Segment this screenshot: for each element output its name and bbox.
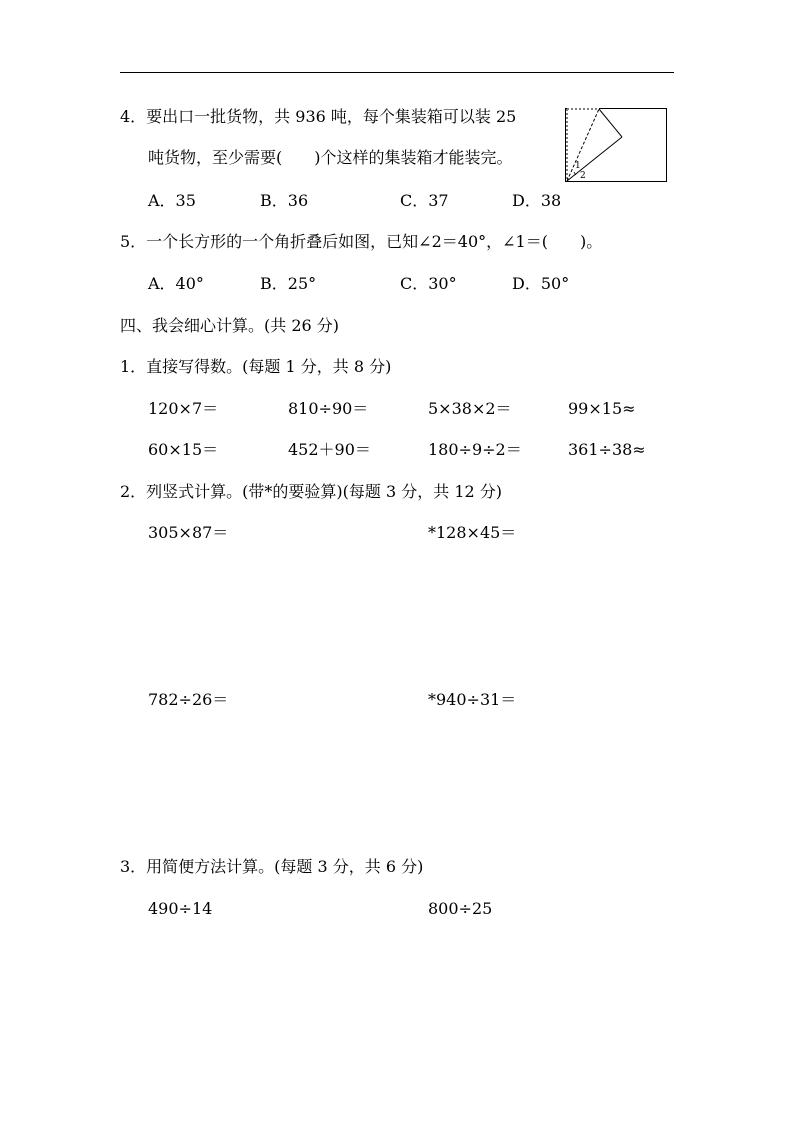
simplified-calc-item: 800÷25 xyxy=(428,899,493,918)
oral-calc-item: 180÷9÷2＝ xyxy=(428,440,522,459)
section4-title: 四、我会细心计算。(共 26 分) xyxy=(120,316,340,335)
oral-calc-item: 60×15＝ xyxy=(148,440,219,459)
q4-option-b: B．36 xyxy=(260,191,309,210)
q5-stem: 5．一个长方形的一个角折叠后如图，已知∠2＝40°，∠1＝( )。 xyxy=(120,232,603,251)
vertical-calc-item: *940÷31＝ xyxy=(428,690,517,709)
header-rule xyxy=(120,72,674,73)
q4-option-d: D．38 xyxy=(512,191,562,210)
q5-option-d: D．50° xyxy=(512,274,570,293)
angle-1-label: 1 xyxy=(575,161,581,171)
oral-calc-item: 99×15≈ xyxy=(568,399,636,418)
oral-calc-item: 361÷38≈ xyxy=(568,440,646,459)
oral-calc-item: 120×7＝ xyxy=(148,399,219,418)
q4-line1: 4．要出口一批货物，共 936 吨，每个集装箱可以装 25 xyxy=(120,107,517,126)
vertical-calc-item: 305×87＝ xyxy=(148,523,229,542)
oral-calc-item: 810÷90＝ xyxy=(288,399,369,418)
vertical-calc-item: 782÷26＝ xyxy=(148,690,229,709)
oral-calc-item: 452＋90＝ xyxy=(288,440,371,459)
q4-option-c: C．37 xyxy=(400,191,449,210)
vertical-calc-item: *128×45＝ xyxy=(428,523,517,542)
simplified-calc-item: 490÷14 xyxy=(148,899,213,918)
part3-title: 3．用简便方法计算。(每题 3 分，共 6 分) xyxy=(120,857,424,876)
angle-2-label: 2 xyxy=(580,171,586,181)
q4-line2: 吨货物，至少需要( )个这样的集装箱才能装完。 xyxy=(148,148,513,167)
q5-option-a: A．40° xyxy=(148,274,204,293)
q5-option-b: B．25° xyxy=(260,274,317,293)
oral-calc-item: 5×38×2＝ xyxy=(428,399,512,418)
q5-option-c: C．30° xyxy=(400,274,457,293)
folded-top-edge xyxy=(599,109,622,137)
q4-option-a: A．35 xyxy=(148,191,196,210)
folded-rectangle-figure xyxy=(565,108,667,182)
part2-title: 2．列竖式计算。(带*的要验算)(每题 3 分，共 12 分) xyxy=(120,482,503,501)
part1-title: 1．直接写得数。(每题 1 分，共 8 分) xyxy=(120,357,392,376)
